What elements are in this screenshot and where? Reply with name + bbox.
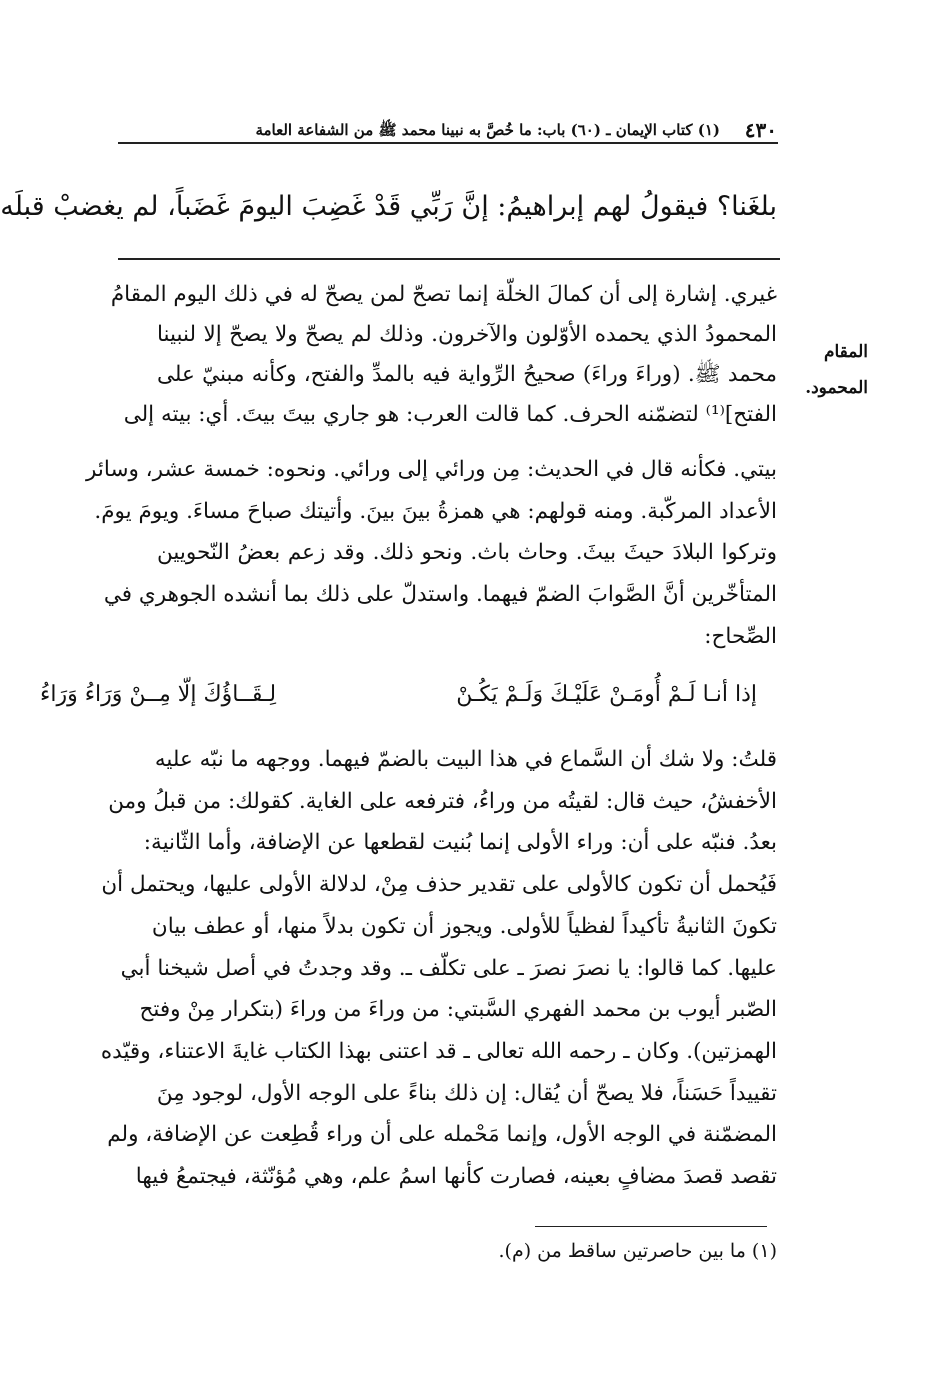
commentary-line: محمد ﷺ. (وراءَ وراءَ) صحيحُ الرِّواية فيه بالمدِّ والفتح، وكأنه مبنيّ على bbox=[157, 362, 777, 387]
margin-note bbox=[788, 334, 868, 406]
commentary-line: المحمودُ الذي يحمده الأوّلون والآخرون. وذلك لم يصحّ ولا يصحّ إلا لنبينا bbox=[157, 322, 777, 347]
commentary-line: وتركوا البلادَ حيثَ بيثَ. وحاث باث. ونحو ذلك. وقد زعم بعضُ النّحويين bbox=[157, 540, 777, 565]
commentary-line: الصِّحاح: bbox=[704, 624, 777, 649]
page-number: ٤٣٠ bbox=[744, 118, 777, 142]
commentary-line: فَيُحمل أن تكون كالأولى على تقدير حذف مِنْ، لدلالة الأولى عليها، ويحتمل أن bbox=[101, 872, 777, 897]
commentary-line: تقصد قصدَ مضافٍ بعينه، فصارت كأنها اسمُ علم، وهي مُؤنّثة، فيجتمعُ فيها bbox=[135, 1164, 777, 1189]
footnote: (١) ما بين حاصرتين ساقط من (م). bbox=[498, 1240, 777, 1262]
commentary-line: بعدُ. فنبّه على أن: وراء الأولى إنما بُنيت لقطعها عن الإضافة، وأما الثّانية: bbox=[143, 830, 777, 855]
verse-left-hemistich: لِـقَــاؤُكَ إلّا مِــنْ وَرَاءُ وَرَاءُ bbox=[40, 682, 277, 707]
text-separator-rule bbox=[118, 258, 780, 260]
commentary-line: بيتي. فكأنه قال في الحديث: مِن ورائي إلى ورائي. ونحوه: خمسة عشر، وسائر bbox=[86, 457, 777, 482]
verse-right-hemistich: إذا أنـا لَـمْ أُومَـنْ عَلَيْـكَ وَلَـمْ يَكُـنْ bbox=[456, 682, 757, 707]
margin-note-line: المقام bbox=[823, 342, 868, 362]
commentary-line: المتأخّرين أنَّ الصَّوابَ الضمّ فيهما. واستدلّ على ذلك بما أنشده الجوهري في bbox=[103, 582, 777, 607]
commentary-line: تكونَ الثانيةُ تأكيداً لفظياً للأولى. ويجوز أن تكون بدلاً منها، أو عطف بيان bbox=[151, 914, 777, 939]
running-title: (١) كتاب الإيمان ـ (٦٠) باب: ما خُصَّ به نبينا محمد ﷺ من الشفاعة العامة bbox=[255, 121, 720, 139]
header-rule bbox=[118, 142, 778, 144]
commentary-line: قلتُ: ولا شك أن السَّماع في هذا البيت بالضمّ فيهما. ووجهه ما نبّه عليه bbox=[154, 747, 777, 772]
footnote-rule bbox=[535, 1226, 767, 1227]
commentary-line: الفتح]⁽¹⁾ لتضمّنه الحرف. كما قالت العرب: هو جاري بيتَ بيتَ. أي: بيته إلى bbox=[123, 402, 777, 427]
commentary-line: الأخفشُ، حيث قال: لقيتُه من وراءُ، فترفعه على الغاية. كقولك: من قبلُ ومن bbox=[108, 789, 777, 814]
margin-note-line: المحمود. bbox=[805, 378, 868, 398]
hadith-text: بلغَنا؟ فيقولُ لهم إبراهيمُ: إنَّ رَبِّي قَدْ غَضِبَ اليومَ غَضَباً، لم يغضبْ قبلَه bbox=[0, 191, 777, 222]
commentary-line: الأعداد المركّبة. ومنه قولهم: هي همزةُ بينَ بينَ. وأتيتك صباحَ مساءَ. ويومَ يومَ. bbox=[94, 499, 777, 524]
commentary-line: تقييداً حَسَناً، فلا يصحّ أن يُقال: إن ذلك بناءً على الوجه الأول، لوجود مِنَ bbox=[156, 1081, 777, 1106]
commentary-line: الصّبر أيوب بن محمد الفهري السَّبتي: من وراءَ من وراءَ (بتكرار مِنْ وفتح bbox=[139, 997, 777, 1022]
commentary-line: الهمزتين). وكان ـ رحمه الله تعالى ـ قد اعتنى بهذا الكتاب غايةَ الاعتناء، وقيّده bbox=[100, 1039, 777, 1064]
commentary-line: المضمّنة في الوجه الأول، وإنما مَحْمله على أن وراء قُطِعت عن الإضافة، ولم bbox=[107, 1122, 777, 1147]
commentary-line: عليها. كما قالوا: يا نصرَ نصرَ ـ على تكلّف ـ. وقد وجدتُ في أصل شيخنا أبي bbox=[120, 956, 777, 981]
commentary-line: غيري. إشارة إلى أن كمالَ الخلّة إنما تصحّ لمن يصحّ له في ذلك اليوم المقامُ bbox=[110, 282, 777, 307]
